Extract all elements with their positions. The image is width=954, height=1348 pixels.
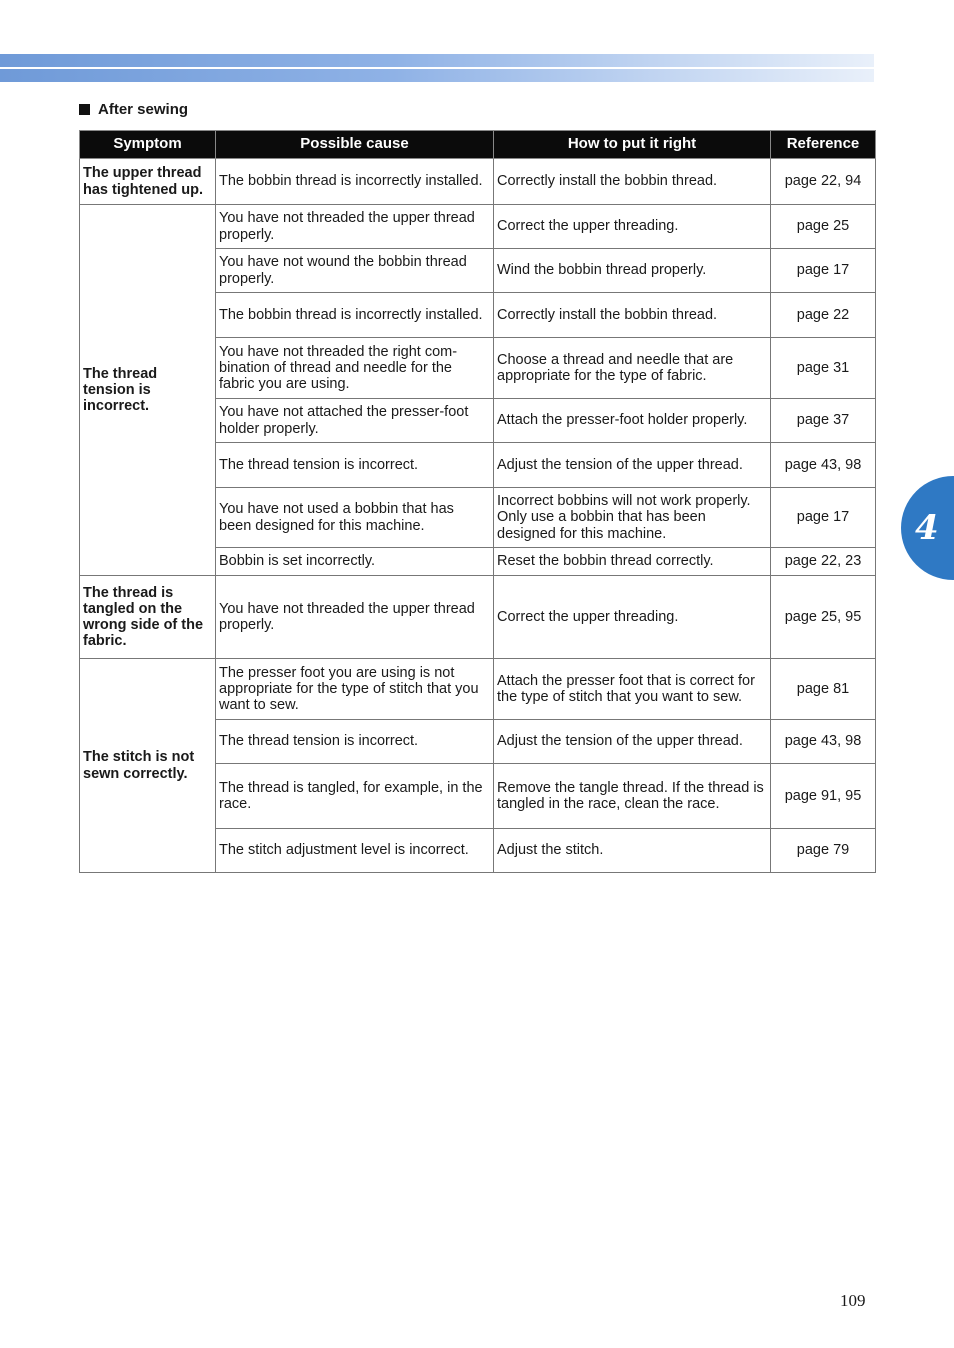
section-heading (79, 101, 188, 118)
cause-cell: The presser foot you are using is not appropriate for the type of stitch that you want to sew. (216, 659, 494, 720)
header-symptom: Symptom (80, 131, 216, 159)
cause-cell: You have not threaded the upper thread properly. (216, 576, 494, 659)
table-header-row (80, 131, 876, 159)
fix-cell: Correct the upper threading. (494, 205, 771, 249)
table-row (80, 576, 876, 659)
cause-cell: The thread tension is incorrect. (216, 443, 494, 488)
fix-cell: Attach the presser-foot holder properly. (494, 399, 771, 443)
page-number: 109 (840, 1291, 866, 1310)
fix-cell: Adjust the tension of the upper thread. (494, 443, 771, 488)
fix-cell: Correctly install the bobbin thread. (494, 159, 771, 205)
fix-cell: Adjust the stitch. (494, 829, 771, 873)
cause-cell: The bobbin thread is incorrectly installed. (216, 159, 494, 205)
reference-cell: page 22, 94 (771, 159, 876, 205)
reference-cell: page 17 (771, 249, 876, 293)
fix-cell: Adjust the tension of the upper thread. (494, 720, 771, 764)
reference-cell: page 22, 23 (771, 548, 876, 576)
cause-cell: You have not wound the bobbin thread properly. (216, 249, 494, 293)
reference-cell: page 43, 98 (771, 443, 876, 488)
symptom-cell: The thread is tangled on the wrong side of the fabric. (80, 576, 216, 659)
fix-cell: Remove the tangle thread. If the thread is tangled in the race, clean the race. (494, 764, 771, 829)
troubleshooting-table (79, 130, 876, 873)
reference-cell: page 17 (771, 488, 876, 548)
section-title: After sewing (98, 101, 189, 118)
reference-cell: page 81 (771, 659, 876, 720)
fix-cell: Choose a thread and needle that are appropriate for the type of fabric. (494, 338, 771, 399)
chapter-tab: 4 (901, 476, 954, 580)
cause-cell: Bobbin is set incorrectly. (216, 548, 494, 576)
fix-cell: Incorrect bobbins will not work properly. Only use a bobbin that has been designed for this machine. (494, 488, 771, 548)
fix-cell: Correct the upper threading. (494, 576, 771, 659)
header-band (0, 54, 874, 82)
reference-cell: page 43, 98 (771, 720, 876, 764)
cause-cell: The bobbin thread is incorrectly installed. (216, 293, 494, 338)
cause-cell: You have not threaded the right com-bination of thread and needle for the fabric you are using. (216, 338, 494, 399)
symptom-cell: The thread tension is incorrect. (80, 205, 216, 576)
fix-cell: Correctly install the bobbin thread. (494, 293, 771, 338)
symptom-cell: The upper thread has tightened up. (80, 159, 216, 205)
reference-cell: page 25 (771, 205, 876, 249)
table-row (80, 659, 876, 720)
fix-cell: Wind the bobbin thread properly. (494, 249, 771, 293)
table-row (80, 205, 876, 249)
reference-cell: page 91, 95 (771, 764, 876, 829)
reference-cell: page 79 (771, 829, 876, 873)
header-how-to-fix: How to put it right (494, 131, 771, 159)
header-band-stripe-top (0, 54, 874, 67)
header-reference: Reference (771, 131, 876, 159)
square-bullet-icon (79, 104, 90, 115)
reference-cell: page 22 (771, 293, 876, 338)
header-possible-cause: Possible cause (216, 131, 494, 159)
cause-cell: You have not attached the presser-foot holder properly. (216, 399, 494, 443)
table-row (80, 159, 876, 205)
cause-cell: The stitch adjustment level is incorrect. (216, 829, 494, 873)
reference-cell: page 25, 95 (771, 576, 876, 659)
header-band-stripe-bottom (0, 69, 874, 82)
cause-cell: The thread is tangled, for example, in the race. (216, 764, 494, 829)
symptom-cell: The stitch is not sewn correctly. (80, 659, 216, 873)
reference-cell: page 37 (771, 399, 876, 443)
reference-cell: page 31 (771, 338, 876, 399)
cause-cell: You have not threaded the upper thread properly. (216, 205, 494, 249)
cause-cell: You have not used a bobbin that has been designed for this machine. (216, 488, 494, 548)
cause-cell: The thread tension is incorrect. (216, 720, 494, 764)
fix-cell: Attach the presser foot that is correct for the type of stitch that you want to sew. (494, 659, 771, 720)
fix-cell: Reset the bobbin thread correctly. (494, 548, 771, 576)
